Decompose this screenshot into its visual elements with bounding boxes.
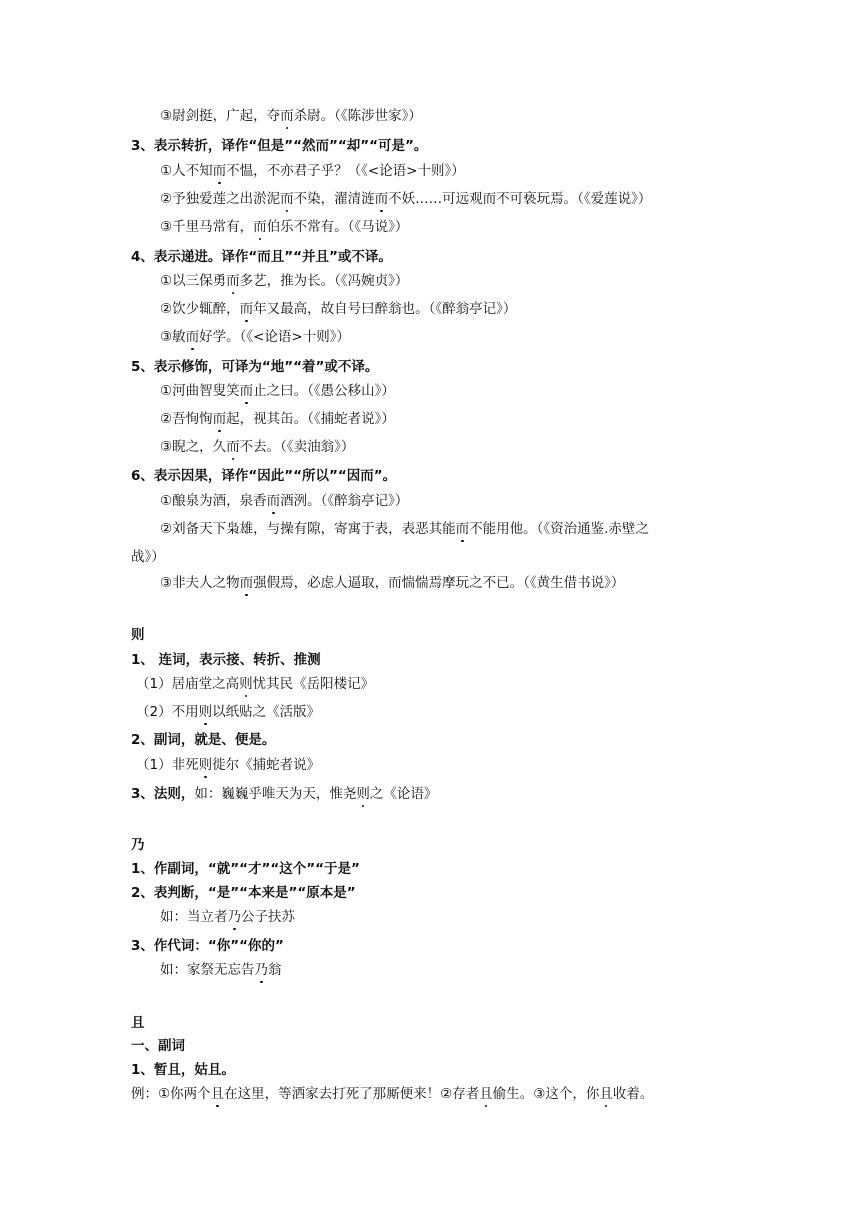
- section-heading: 1、暂且，姑且。: [131, 1062, 235, 1078]
- emphasis-char: 且: [599, 1086, 613, 1102]
- section-heading: 3、表示转折，译作“但是”“然而”“却”“可是”。: [131, 138, 428, 154]
- emphasis-char: 则: [239, 676, 253, 692]
- entry-title: 且: [131, 1015, 145, 1031]
- emphasis-char: 乃: [227, 909, 241, 925]
- section-heading: 4、表示递进。译作“而且”“并且”或不译。: [131, 249, 392, 265]
- section-heading: 1、作副词，“就”“才”“这个”“于是”: [131, 861, 360, 877]
- emphasis-char: 而: [266, 493, 281, 509]
- example-line: （2）不用则以纸贴之《活版》: [136, 704, 321, 720]
- emphasis-char: 而: [239, 301, 254, 317]
- emphasis-char: 而: [374, 191, 389, 207]
- emphasis-char: 乃: [254, 962, 268, 978]
- emphasis-char: 且: [479, 1086, 493, 1102]
- section-heading: 2、表判断，“是”“本来是”“原本是”: [131, 885, 356, 901]
- emphasis-char: 则: [198, 757, 213, 773]
- example-line: ③敏而好学。（《<论语>十则》）: [160, 329, 350, 345]
- example-line: ②刘备天下枭雄，与操有隙，寄寓于表，表恶其能而不能用他。（《资治通鉴.赤壁之: [160, 521, 649, 537]
- emphasis-char: 而: [185, 329, 200, 345]
- section-heading: 5、表示修饰，可译为“地”“着”或不译。: [131, 359, 379, 375]
- emphasis-char: 而: [226, 273, 240, 289]
- emphasis-char: 则: [356, 786, 370, 802]
- emphasis-char: 而: [455, 521, 470, 537]
- section-heading: 2、副词，就是、便是。: [131, 732, 276, 748]
- emphasis-char: 而: [212, 163, 227, 179]
- example-line: 如：家祭无忘告乃翁: [160, 962, 282, 978]
- section-heading: 1、 连词，表示接、转折、推测: [131, 652, 321, 668]
- emphasis-char: 而: [239, 383, 254, 399]
- section-heading: 3、作代词：“你”“你的”: [131, 938, 284, 954]
- example-line: 例：①你两个且在这里，等洒家去打死了那厮便来！②存者且偷生。③这个，你且收着。: [131, 1086, 654, 1102]
- example-line: ①酿泉为酒，泉香而酒洌。（《醉翁亭记》）: [160, 493, 409, 509]
- emphasis-char: 而: [212, 411, 227, 427]
- entry-title: 则: [131, 627, 145, 643]
- section-heading: 6、表示因果，译作“因此”“所以”“因而”。: [131, 468, 397, 484]
- emphasis-char: 且: [210, 1086, 225, 1102]
- emphasis-char: 而: [253, 219, 267, 235]
- emphasis-char: 而: [226, 439, 240, 455]
- example-line: ①河曲智叟笑而止之曰。（《愚公移山》）: [160, 383, 395, 399]
- example-line: 如：当立者乃公子扶苏: [160, 909, 295, 925]
- example-line: ①人不知而不愠，不亦君子乎？（《<论语>十则》）: [160, 163, 465, 179]
- example-line: ③尉剑挺，广起，夺而杀尉。（《陈涉世家》）: [160, 108, 422, 124]
- example-line: ②吾恂恂而起，视其缶。（《捕蛇者说》）: [160, 411, 395, 427]
- emphasis-char: 而: [280, 108, 294, 124]
- example-line: ①以三保勇而多艺，推为长。（《冯婉贞》）: [160, 273, 409, 289]
- example-line: ③睨之，久而不去。（《卖油翁》）: [160, 439, 355, 455]
- section-heading: 一、副词: [131, 1038, 185, 1054]
- emphasis-char: 而: [239, 575, 254, 591]
- example-line: （1）居庙堂之高则忧其民《岳阳楼记》: [136, 676, 375, 692]
- example-line: ③非夫人之物而强假焉，必虑人逼取，而惴惴焉摩玩之不已。（《黄生借书说》）: [160, 575, 625, 591]
- example-line: ②予独爱莲之出淤泥而不染，濯清涟而不妖……可远观而不可亵玩焉。（《爱莲说》）: [160, 191, 652, 207]
- example-line: ②饮少辄醉，而年又最高，故自号曰醉翁也。（《醉翁亭记》）: [160, 301, 517, 317]
- emphasis-char: 而: [280, 191, 294, 207]
- emphasis-char: 则: [198, 704, 213, 720]
- example-line-continued: 战》）: [131, 549, 165, 565]
- section-heading: 3、法则，如：巍巍乎唯天为天，惟尧则之《论语》: [131, 786, 438, 802]
- entry-title: 乃: [131, 837, 145, 853]
- example-line: （1）非死则徙尔《捕蛇者说》: [136, 757, 321, 773]
- example-line: ③千里马常有，而伯乐不常有。（《马说》）: [160, 219, 409, 235]
